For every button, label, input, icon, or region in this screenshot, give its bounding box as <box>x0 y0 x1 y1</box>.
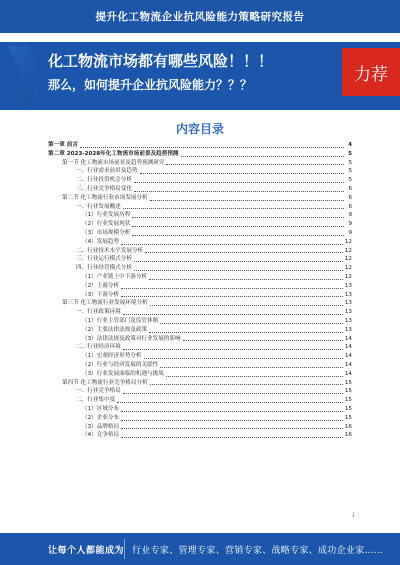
toc-leader-dots <box>117 402 343 403</box>
toc-entry-page: 14 <box>344 353 352 360</box>
toc-leader-dots <box>121 428 343 429</box>
toc-entry-page: 13 <box>344 309 352 316</box>
toc-entry-page: 13 <box>344 317 352 324</box>
toc-entry-label: （3）行业发展面临的机遇与挑战 <box>82 370 164 377</box>
report-title-bar <box>0 0 400 33</box>
toc-entry-page: 6 <box>348 194 352 201</box>
toc-entry-page: 14 <box>344 361 352 368</box>
toc-leader-dots <box>121 420 343 421</box>
arrow-decoration-icon <box>8 46 42 106</box>
toc-entry-page: 6 <box>348 203 352 210</box>
toc-entry-page: 5 <box>348 168 352 175</box>
toc-entry[interactable] <box>48 255 352 264</box>
toc-entry-label: 第二章 2023-2028年化工物流市场前景及趋势预测 <box>48 150 179 157</box>
toc-leader-dots <box>149 279 343 280</box>
toc-leader-dots <box>149 332 343 333</box>
toc-entry[interactable] <box>48 370 352 379</box>
toc-entry-label: （3）品牌格局 <box>82 423 120 430</box>
toc-leader-dots <box>145 252 343 253</box>
toc-entry-label: （1）行业主管部门及监管体制 <box>82 317 159 324</box>
toc-leader-dots <box>181 156 344 157</box>
toc-entry-page: 12 <box>344 247 352 254</box>
toc-entry[interactable] <box>48 343 352 352</box>
toc-entry[interactable] <box>48 379 352 388</box>
toc-entry[interactable] <box>48 361 352 370</box>
toc-entry-label: 一、行业竞争格局 <box>76 388 121 395</box>
toc-entry-page: 15 <box>344 405 352 412</box>
toc-entry[interactable] <box>48 282 352 291</box>
toc-entry-label: （3）下游分析 <box>82 291 120 298</box>
toc-entry-page: 16 <box>344 432 352 439</box>
toc-entry-label: （2）行业发展现状 <box>82 221 131 228</box>
toc-entry-label: （3）法律法规及政策对行业发展的影响 <box>82 335 181 342</box>
toc-entry-label: 一、行业政策环境 <box>76 309 121 316</box>
toc-entry-label: 第一节 化工物流市场前景及趋势预测研究 <box>62 159 165 166</box>
toc-leader-dots <box>160 367 343 368</box>
toc-entry[interactable] <box>48 229 352 238</box>
toc-entry-page: 13 <box>344 282 352 289</box>
toc-entry-page: 13 <box>344 300 352 307</box>
toc-leader-dots <box>134 270 343 271</box>
toc-entry-page: 4 <box>348 142 352 148</box>
toc-leader-dots <box>121 244 343 245</box>
toc-leader-dots <box>166 164 344 165</box>
toc-leader-dots <box>123 314 343 315</box>
toc-entry-page: 16 <box>344 423 352 430</box>
footer-banner <box>0 533 400 565</box>
toc-entry[interactable] <box>48 203 352 212</box>
toc-entry-page: 9 <box>348 212 352 219</box>
toc-leader-dots <box>123 349 343 350</box>
toc-entry-page: 15 <box>344 397 352 404</box>
toc-entry-page: 14 <box>344 335 352 342</box>
toc-entry[interactable] <box>48 335 352 344</box>
footer-slogan: 让每个人都能成为 <box>48 546 125 556</box>
toc-entry[interactable] <box>48 176 352 185</box>
toc-entry-label: 第二节 化工物流行业市场发展分析 <box>62 194 148 201</box>
hero-headline: 化工物流市场都有哪些风险！！！ <box>48 52 274 70</box>
toc-entry-label: （4）竞争格局 <box>82 432 120 439</box>
toc-entry-label: （3）市场规模分析 <box>82 229 131 236</box>
toc-entry-page: 12 <box>344 256 352 263</box>
toc-entry[interactable] <box>48 238 352 247</box>
toc-entry-label: （2）上游分析 <box>82 282 120 289</box>
toc-entry[interactable] <box>48 352 352 361</box>
toc-entry[interactable] <box>48 308 352 317</box>
toc-entry-label: 第三节 化工物流行业发展环境分析 <box>62 300 148 307</box>
toc-leader-dots <box>134 182 344 183</box>
toc-leader-dots <box>121 288 343 289</box>
toc-entry[interactable] <box>48 273 352 282</box>
toc-entry[interactable] <box>48 423 352 432</box>
toc-leader-dots <box>121 437 343 438</box>
toc-leader-dots <box>123 208 344 209</box>
toc-entry[interactable] <box>48 414 352 423</box>
toc-entry[interactable] <box>48 291 352 300</box>
toc-leader-dots <box>132 217 344 218</box>
toc-entry-label: 三、行业运行模式分析 <box>76 256 132 263</box>
toc-leader-dots <box>166 376 343 377</box>
toc-entry-label: 三、行业竞争格局变化 <box>76 185 132 192</box>
toc-entry[interactable] <box>48 167 352 176</box>
toc-entry-label: 一、行业发展概述 <box>76 203 121 210</box>
toc-entry-page: 12 <box>344 273 352 280</box>
toc-entry-label: （1）区域分布 <box>82 405 120 412</box>
footer-divider <box>124 539 125 559</box>
page-marker: i <box>352 512 354 519</box>
toc-entry-label: 第一章 前言 <box>48 142 78 148</box>
toc-entry-label: （2）主要法律法规及政策 <box>82 326 148 333</box>
toc-leader-dots <box>123 393 343 394</box>
toc-leader-dots <box>160 323 343 324</box>
toc-title: 内容目录 <box>175 122 224 136</box>
toc-entry-page: 15 <box>344 414 352 421</box>
toc-leader-dots <box>183 340 343 341</box>
toc-entry-label: 二、行业集中度 <box>76 397 116 404</box>
hero-subheadline: 那么，如何提升企业抗风险能力？？？ <box>48 78 253 92</box>
toc-leader-dots <box>150 200 344 201</box>
toc-entry[interactable] <box>48 185 352 194</box>
toc-leader-dots <box>134 191 344 192</box>
toc-entry-page: 13 <box>344 291 352 298</box>
toc-leader-dots <box>132 226 344 227</box>
toc-entry-label: （1）行业发展历程 <box>82 212 131 219</box>
recommend-badge: 力荐 <box>342 48 400 96</box>
toc-entry[interactable] <box>48 159 352 168</box>
toc-entry-page: 9 <box>348 221 352 228</box>
toc-entry-label: （1）宏观经济形势分析 <box>82 353 142 360</box>
toc-leader-dots <box>132 235 344 236</box>
toc-entry[interactable] <box>48 194 352 203</box>
toc-entry[interactable] <box>48 387 352 396</box>
toc-leader-dots <box>150 384 343 385</box>
toc-entry[interactable] <box>48 396 352 405</box>
toc-entry[interactable] <box>48 211 352 220</box>
toc-entry[interactable] <box>48 326 352 335</box>
toc-entry[interactable] <box>48 220 352 229</box>
toc-entry-page: 13 <box>344 326 352 333</box>
toc-leader-dots <box>80 147 344 148</box>
toc-entry-page: 9 <box>348 229 352 236</box>
toc-entry-page: 12 <box>344 265 352 272</box>
toc-leader-dots <box>121 411 343 412</box>
toc-entry[interactable] <box>48 247 352 256</box>
toc-entry-page: 5 <box>348 150 352 157</box>
toc-entry-page: 14 <box>344 370 352 377</box>
toc-entry-page: 15 <box>344 388 352 395</box>
toc-entry-label: 二、行业投资机会分析 <box>76 177 132 184</box>
toc-entry-label: （4）发展趋势 <box>82 238 120 245</box>
toc-entry[interactable] <box>48 299 352 308</box>
toc-entry-page: 14 <box>344 344 352 351</box>
toc-entry-label: 第四节 化工物流行业竞争格局分析 <box>62 379 148 386</box>
toc-entry-label: （2）行业与经济发展的关联性 <box>82 361 159 368</box>
toc-leader-dots <box>134 261 343 262</box>
toc-leader-dots <box>150 305 343 306</box>
toc-entry-label: （2）企业分布 <box>82 414 120 421</box>
toc-entry-label: （1）产业链上中下游分析 <box>82 273 148 280</box>
hero-banner <box>0 42 400 110</box>
toc-entry-page: 15 <box>344 379 352 386</box>
toc-entry[interactable] <box>48 317 352 326</box>
toc-entry-label: 四、行业经营模式分析 <box>76 265 132 272</box>
footer-roles: 行业专家、管理专家、营销专家、战略专家、成功企业家…… <box>132 546 384 556</box>
toc-entry-page: 5 <box>348 177 352 184</box>
table-of-contents <box>48 141 352 440</box>
toc-entry-page: 5 <box>348 159 352 166</box>
report-title: 提升化工物流企业抗风险能力策略研究报告 <box>95 11 305 23</box>
toc-entry[interactable] <box>48 405 352 414</box>
toc-entry[interactable] <box>48 264 352 273</box>
toc-entry[interactable] <box>48 150 352 159</box>
toc-entry-label: 一、行业需求前景及趋势 <box>76 168 138 175</box>
toc-entry-label: 二、行业经济环境 <box>76 344 121 351</box>
toc-leader-dots <box>140 173 344 174</box>
toc-entry-page: 12 <box>344 238 352 245</box>
toc-entry-page: 6 <box>348 185 352 192</box>
toc-leader-dots <box>144 358 343 359</box>
toc-entry[interactable] <box>48 431 352 440</box>
toc-leader-dots <box>121 296 343 297</box>
toc-entry-label: 二、行业技术水平发展分析 <box>76 247 144 254</box>
toc-entry[interactable] <box>48 141 352 150</box>
